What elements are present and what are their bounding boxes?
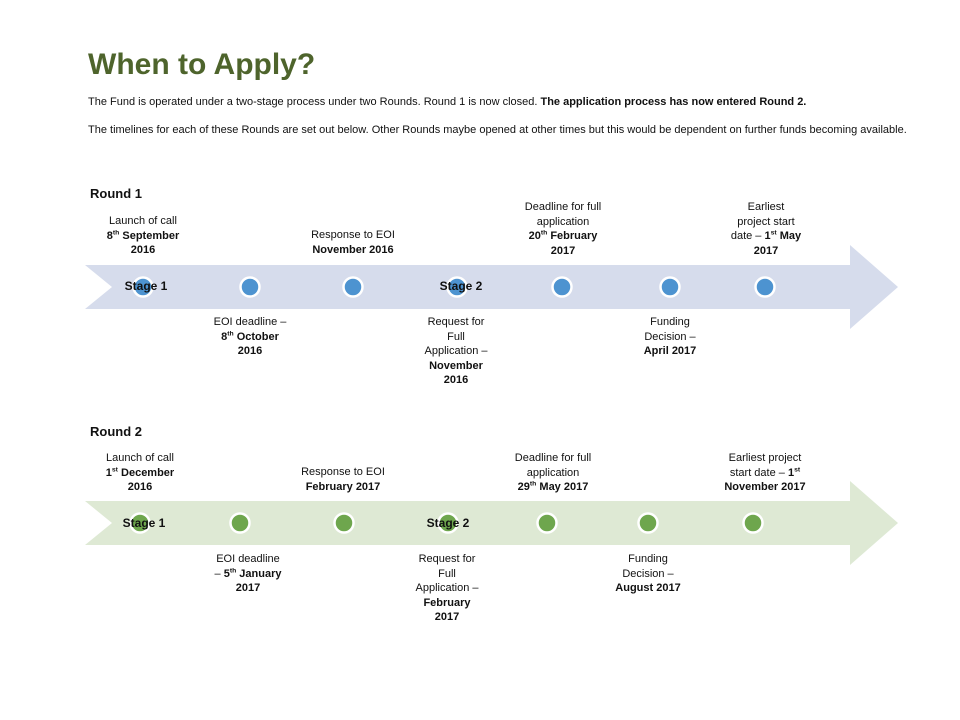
round2-top-label-launch: Launch of call 1st December 2016	[105, 452, 175, 493]
milestone-dot	[639, 514, 658, 533]
round1-bottom-label-funding: Funding Decision – April 2017	[643, 316, 697, 357]
round1-top-label-response: Response to EOI November 2016	[311, 229, 395, 256]
round1-bottom-label-eoi: EOI deadline – 8th October 2016	[213, 316, 287, 357]
milestone-dot	[344, 278, 363, 297]
round1-top-label-launch: Launch of call 8th September 2016	[106, 215, 180, 256]
round1-stage1-label: Stage 1	[124, 279, 168, 293]
round2-bottom-label-eoi: EOI deadline – 5th January 2017	[214, 553, 282, 594]
round2-top-label-deadline: Deadline for full application 29th May 2017	[514, 452, 592, 493]
round2-bottom-label-request: Request for Full Application – February 2017	[415, 553, 479, 623]
round1-heading: Round 1	[90, 186, 142, 201]
intro-paragraph-1: The Fund is operated under a two-stage process under two Rounds. Round 1 is now closed. The application process has now entered Round 2.	[88, 96, 807, 108]
intro-paragraph-2: The timelines for each of these Rounds are set out below. Other Rounds maybe opened at other times but this would be dependent on further funds becoming available.	[88, 124, 907, 136]
round2-stage2-label: Stage 2	[426, 516, 470, 530]
round2-top-label-start: Earliest project start date – 1st November 2017	[724, 452, 806, 493]
milestone-dot	[231, 514, 250, 533]
round1-top-label-start: Earliest project start date – 1st May 2017	[730, 201, 802, 257]
milestone-dot	[756, 278, 775, 297]
round1-bottom-label-request: Request for Full Application – November 2016	[424, 316, 488, 386]
milestone-dot	[661, 278, 680, 297]
milestone-dot	[335, 514, 354, 533]
round2-bottom-label-funding: Funding Decision – August 2017	[615, 553, 681, 594]
milestone-dot	[553, 278, 572, 297]
milestone-dot	[744, 514, 763, 533]
round1-stage2-label: Stage 2	[439, 279, 483, 293]
round2-stage1-label: Stage 1	[122, 516, 166, 530]
round2-heading: Round 2	[90, 424, 142, 439]
milestone-dot	[241, 278, 260, 297]
page-title: When to Apply?	[88, 48, 316, 81]
milestone-dot	[538, 514, 557, 533]
round1-top-label-deadline: Deadline for full application 20th February 2017	[524, 201, 602, 257]
round2-top-label-response: Response to EOI February 2017	[301, 466, 385, 493]
